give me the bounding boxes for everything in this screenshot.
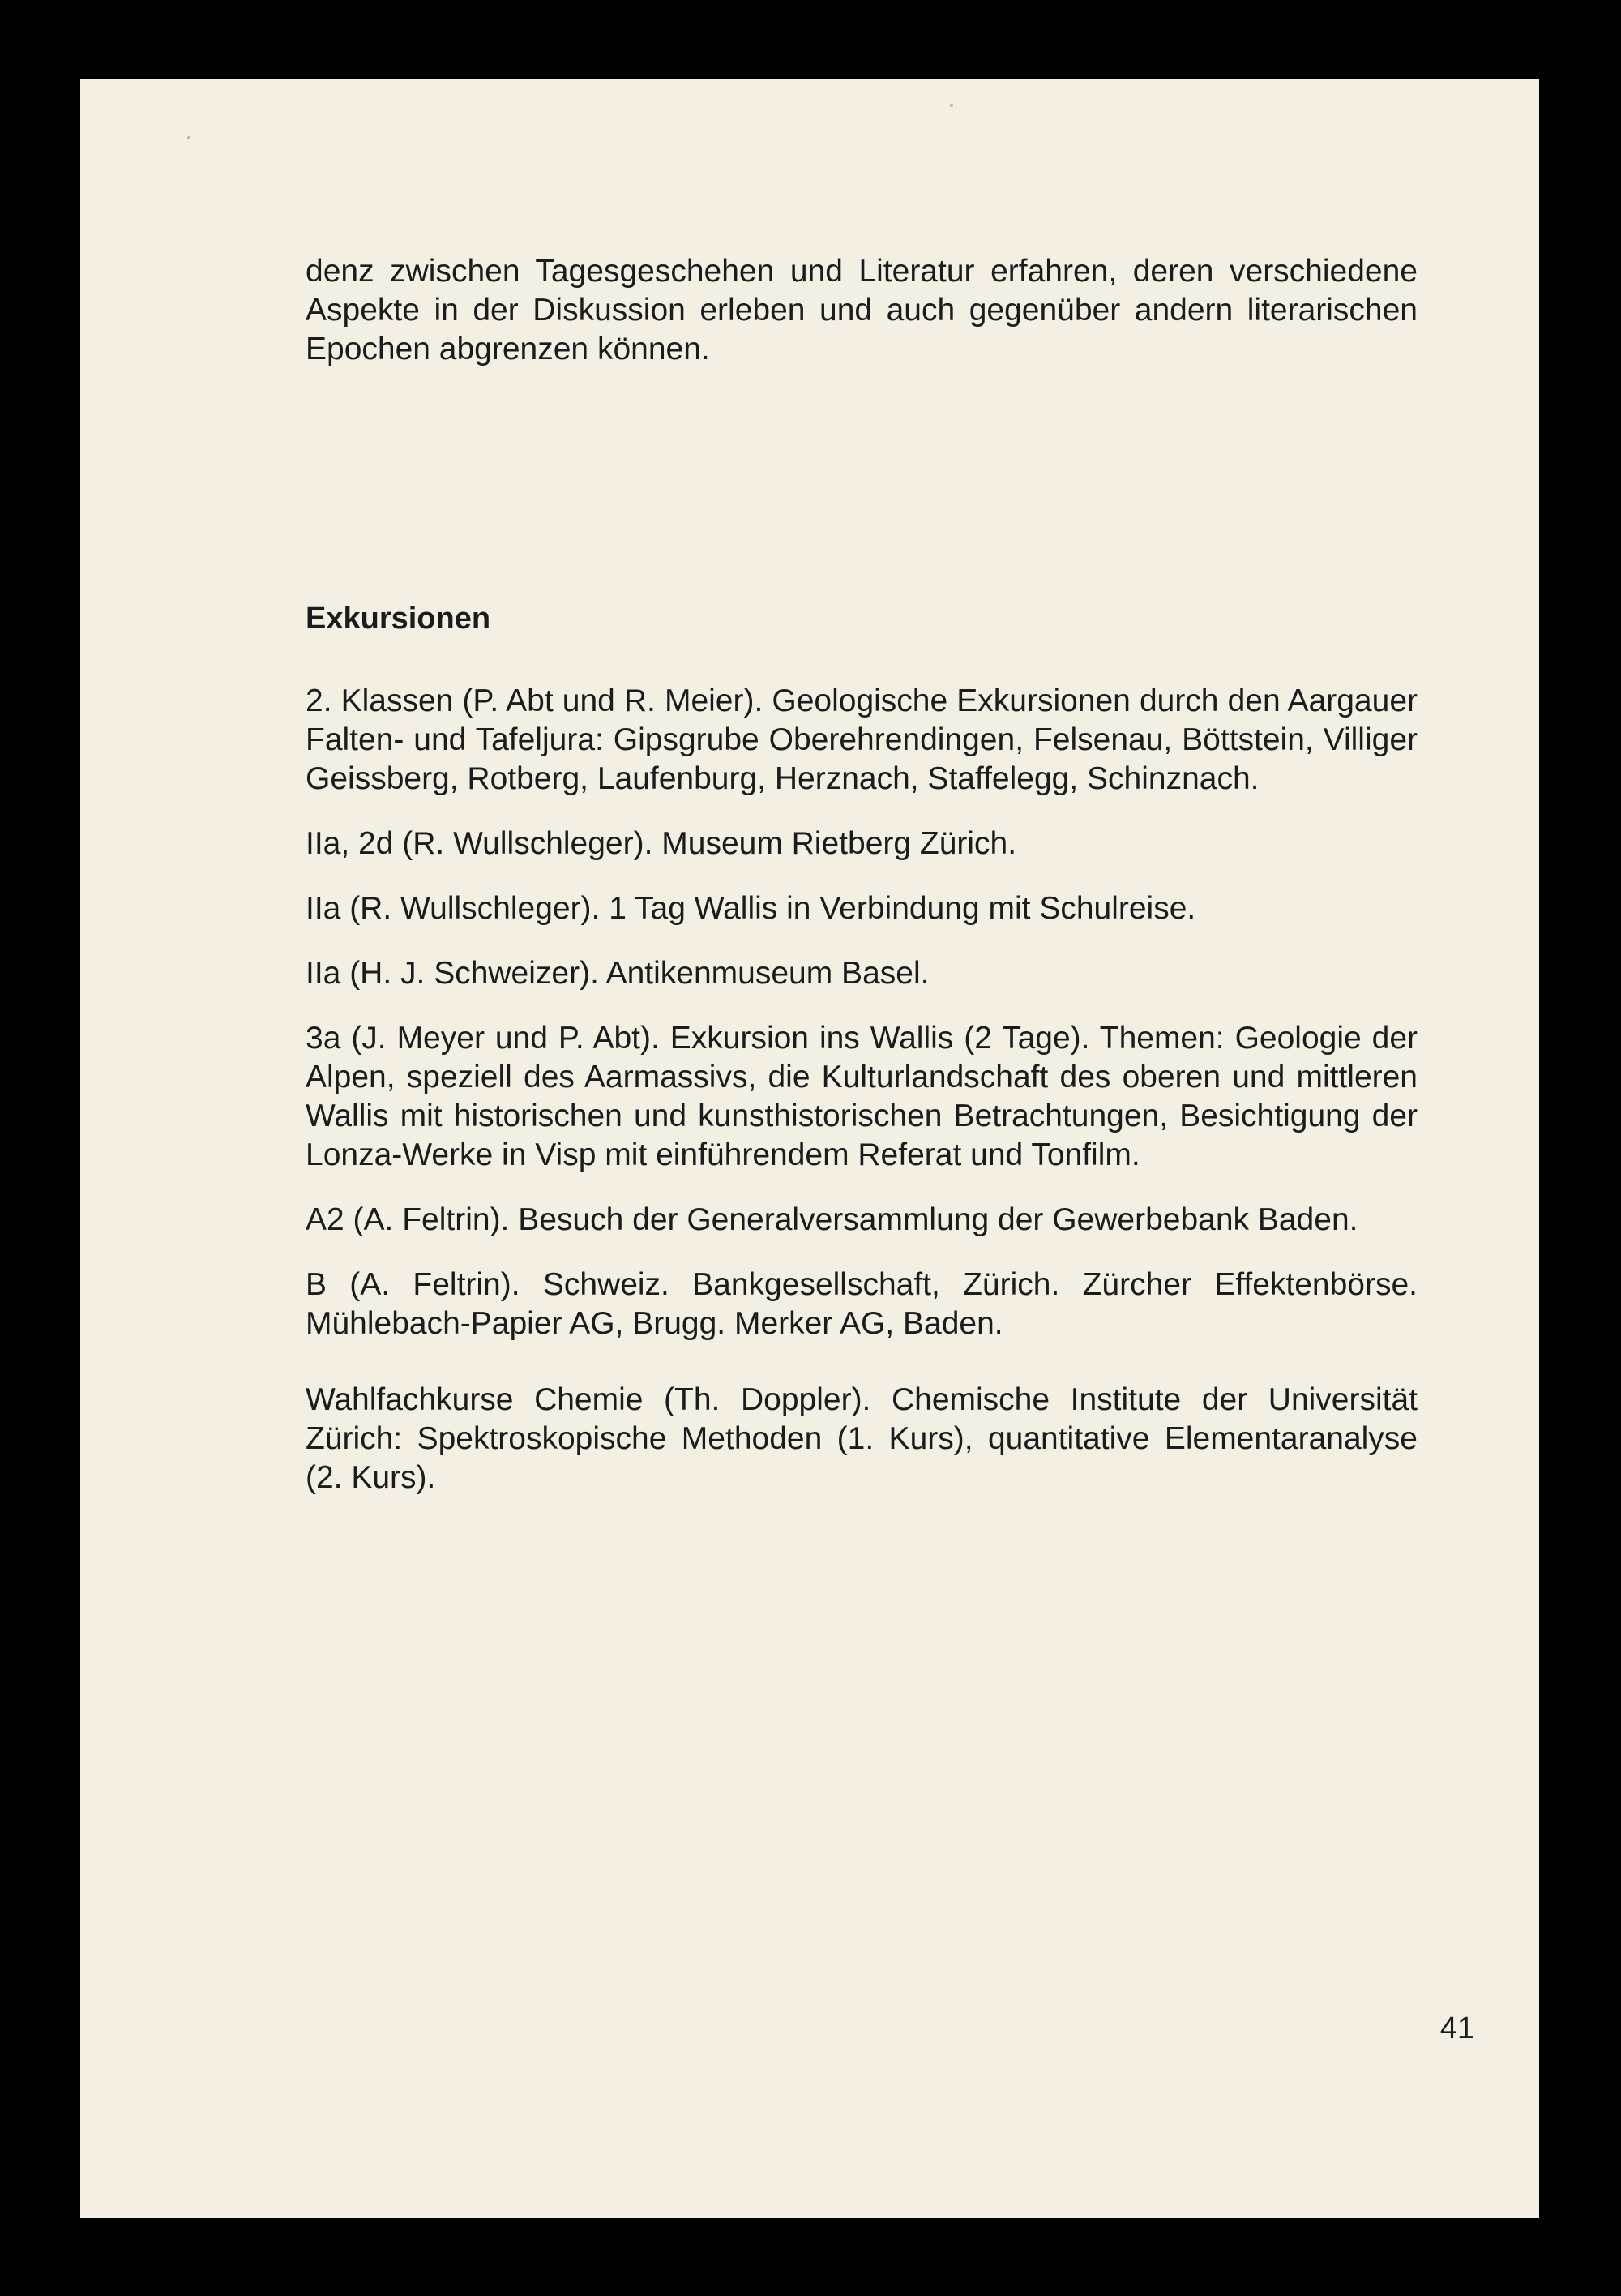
section-heading: Exkursionen: [306, 602, 491, 636]
excursion-entry: IIa (R. Wullschleger). 1 Tag Wallis in Verbindung mit Schulreise.: [306, 891, 1196, 926]
page-body: [306, 252, 1418, 1495]
excursion-entry: 2. Klassen (P. Abt und R. Meier). Geologische Exkursionen durch den Aargauer Falten- und Tafeljura: Gipsgrube Oberehrendingen, Felsenau, Böttstein, Villiger Geissberg, Rotberg, Laufenburg, Herznach, Staffelegg, Schinznach.: [306, 683, 1418, 796]
paper-speck: [187, 136, 190, 139]
excursion-entry: B (A. Feltrin). Schweiz. Bankgesellschaft, Zürich. Zürcher Effektenbörse. Mühlebach-Papier AG, Brugg. Merker AG, Baden.: [306, 1267, 1418, 1341]
excursion-entry: IIa, 2d (R. Wullschleger). Museum Rietberg Zürich.: [306, 826, 1017, 861]
page-number: 41: [1439, 2011, 1474, 2045]
excursion-entry: 3a (J. Meyer und P. Abt). Exkursion ins Wallis (2 Tage). Themen: Geologie der Alpen, speziell des Aarmassivs, die Kulturlandschaft des oberen und mittleren Wallis mit historischen und kunsthistorischen Betrachtungen, Besichtigung der Lonza-Werke in Visp mit einführendem Referat und Tonfilm.: [306, 1021, 1418, 1172]
excursion-entry: A2 (A. Feltrin). Besuch der Generalversammlung der Gewerbebank Baden.: [306, 1202, 1358, 1237]
excursion-entry: Wahlfachkurse Chemie (Th. Doppler). Chemische Institute der Universität Zürich: Spektroskopische Methoden (1. Kurs), quantitative Elementaranalyse (2. Kurs).: [306, 1382, 1418, 1495]
excursion-entry: IIa (H. J. Schweizer). Antikenmuseum Basel.: [306, 956, 930, 991]
paper-speck: [950, 104, 953, 107]
excursion-list: [306, 682, 1418, 1523]
intro-paragraph: denz zwischen Tagesgeschehen und Literatur erfahren, deren verschiedene Aspekte in der Diskussion erleben und auch gegenüber andern literarischen Epochen abgrenzen können.: [306, 254, 1418, 366]
scanned-page: [80, 79, 1539, 2218]
